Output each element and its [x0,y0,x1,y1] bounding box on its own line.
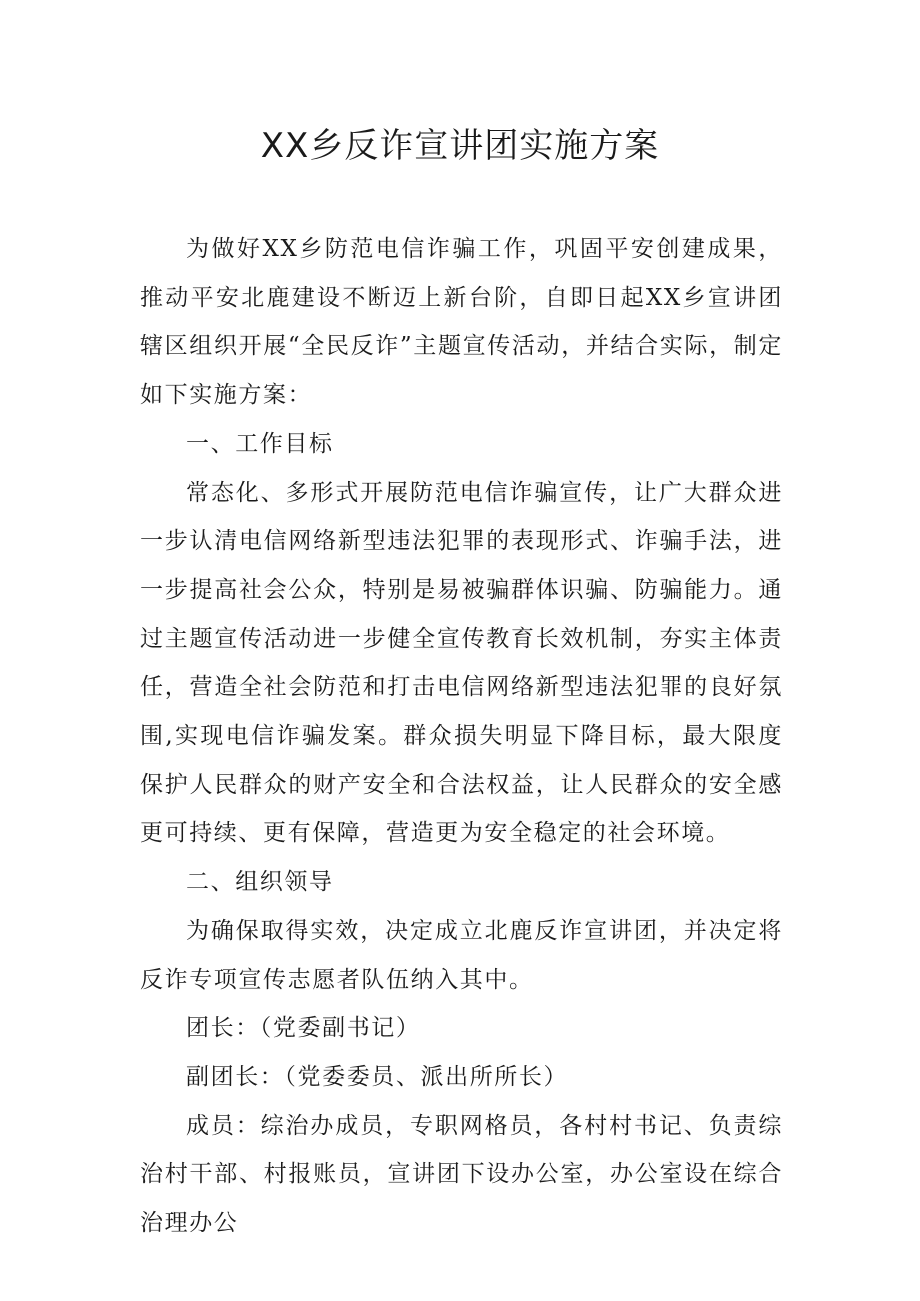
leadership-paragraph: 为确保取得实效，决定成立北鹿反诈宣讲团，并决定将反诈专项宣传志愿者队伍纳入其中。 [140,917,783,993]
document-body [140,225,783,1248]
goals-paragraph: 常态化、多形式开展防范电信诈骗宣传，让广大群众进一步认清电信网络新型违法犯罪的表现形式、诈骗手法，进一步提高社会公众，特别是易被骗群体识骗、防骗能力。通过主题宣传活动进一步健全宣传教育长效机制，夯实主体责任，营造全社会防范和打击电信网络新型违法犯罪的良好氛围,实现电信诈骗发案。群众损失明显下降目标，最大限度保护人民群众的财产安全和合法权益，让人民群众的安全感更可持续、更有保障，营造更为安全稳定的社会环境。 [140,479,783,847]
members-paragraph: 成员：综治办成员，专职网格员，各村村书记、负责综治村干部、村报账员，宣讲团下设办公室，办公室设在综合治理办公 [140,1112,783,1237]
team-leader-line: 团长：（党委副书记） [186,1015,421,1042]
section-heading-leadership: 二、组织领导 [186,869,334,896]
section-heading-goals: 一、工作目标 [186,430,334,457]
document-title: XX乡反诈宣讲团实施方案 [260,126,660,166]
intro-paragraph: 为做好XX乡防范电信诈骗工作，巩固平安创建成果，推动平安北鹿建设不断迈上新台阶，自即日起XX乡宣讲团辖区组织开展“全民反诈”主题宣传活动，并结合实际，制定如下实施方案： [140,236,783,409]
deputy-leader-line: 副团长：（党委委员、派出所所长） [186,1063,569,1090]
